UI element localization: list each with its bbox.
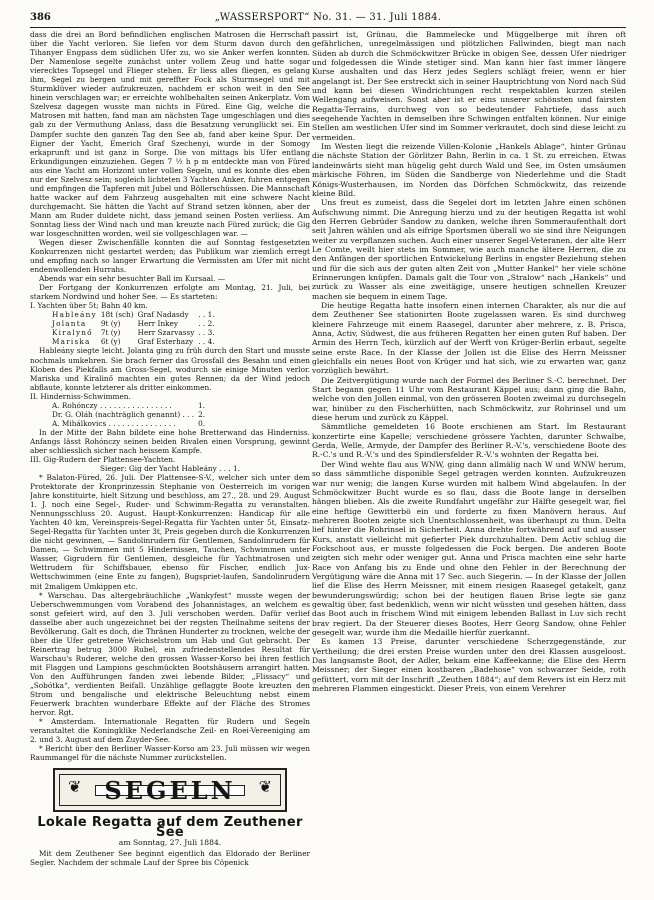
paragraph: Der Wind wehte flau aus WNW, ging dann allmälig nach W und WNW herum, so dass sämmtliche disponible Segel getragen werden konnten. Aufzukreuzen war nur wenig; die langen Kurse wurden mit halbem Wind abgelaufen. In der Schmöckwitzer Bucht wurde es so flau, dass die Boote lange in derselben hängen blieben. Als die zweite Rundfahrt ungefähr zur Hälfte gesegelt war, fiel eine heftige Gewitterbö ein und forderte zu fixen Manövern heraus. Auf mehreren Booten zeigte sich Unentschlossenheit, was überhaupt zu thun. Delta lief hinter die Rohrinsel in Sicherheit. Anna drehte fortwährend auf und ausser Kurs, anstatt vielleicht mit gefierter Piek durchzuhalten. Dem Activ schlug die Fockschoot aus, er musste folgedessen die Fock bergen. Die anderen Boote zeigten sich mehr oder weniger gut. Anna und Prisca machten eine sehr harte Race von Anfang bis zu Ende und ohne den Fehler in der Berechnung der Vergütigung wäre die Anna mit 17 Sec. auch Siegerin. — In der Klasse der Jollen lief die Elise des Herrn Meissner, mit einem riesigen Raasegel getakelt, ganz bewunderungswürdig; schon bei der heutigen flauen Brise legte sie ganz gewaltig über, fast bedenklich, wenn wir nicht wüssten und gesehen hätten, dass das Boot auch in frischem Wind mit einigem lebenden Ballast in Luv sich recht brav regiert. Da der Steuerer dieses Bootes, Herr Georg Sandow, ohne Fehler gesegelt war, wurde ihm die Medaille hierfür zuerkannt. [312, 459, 626, 637]
header-rule [30, 27, 626, 28]
table-row [52, 401, 209, 410]
paragraph: Es kamen 13 Preise, darunter verschiedene Scherzgegenstände, zur Vertheilung; die drei ersten Preise wurden unter den drei Klassen ausgeloost. Das langsamste Boot, der Adler, bekam eine Kaffeekanne; die Elise des Herrn Meissner; der Sieger einen kostbaren „Badehose“ von schwarzer Seide, roth gefüttert, vorn mit der Inschrift „Zeuthen 1884“; auf dem Revers ist ein Herz mit mehreren Flammen eingestickt. Dieser Preis, von einem Verehrer [312, 637, 626, 694]
section-heading: III. Gig-Rudern der Plattensee-Yachten. [30, 454, 176, 464]
news-item: * Balaton-Füred, 26. Juli. Der Plattensee-S-V., welcher sich unter dem Protektorate der Kronprinzessin Stephanie von Oesterreich im vorigen Jahre konstituirte, hielt Sitzung und beschloss, am 27., 28. und 29. August 1. J. noch eine Segel-, Ruder- und Schwimm-Regatta zu veranstalten. Nennungsschluss 20. August. Haupt-Konkurrenzen: Handicap für alle Yachten 40 km, Vereinspreis-Segel-Regatta für Yachten unter 5t, Einsatz-Segel-Regatta für Yachten unter 3t, Preis gegeben durch die Konkurrenzen die nicht gewinnen, — Sandolinrudern für Gentlemen, Sandolinrudern für Damen, — Schwimmen mit 5 Hindernissen, Tauchen, Schwimmen unter Wasser, Gigrudern für Gentlemen, desgleiche für Yachtmatrosen und Wettrudern für Schiffsbauer, ebenso für Fischer, endlich Jux-Wettschwimmen (eine Ente zu fangen), Bugspriet-laufen, Sandolinrudern mit 2maligem Umkippen etc. [30, 472, 310, 591]
table-row [52, 310, 219, 319]
paragraph: passirt ist, Grünau, die Bammelecke und Müggelberge mit ihren oft gefährlichen, unregelmässigen und plötzlichen Fallwinden, biegt man nach Süden ab durch die Schmöckwitzer Brücke in obigen See, dessen Ufer niedriger und folgedessen die Winde stetiger sind. Man kann hier fast immer längere Kurse aushalten und das Herz jedes Seglers schlägt freier, wenn er hier angelangt ist. Der See erstreckt sich in seiner Hauptrichtung von Nord nach Süd und kann bei diesen Windrichtungen recht respektablen kurzen steilen Wellengang aufweisen. Sonst aber ist er eins unserer schönsten und fairsten Regatta-Terrains, durchweg von so bedeutender Fahrtiefe, dass auch seegehende Yachten in demselben ihre Schwingen entfalten können. Nur einige Stellen am westlichen Ufer sind im Sommer verkrautet, doch sind diese leicht zu vermeiden. [312, 30, 626, 142]
paragraph: Uns freut es zumeist, dass die Segelei dort im letzten Jahre einen schönen Aufschwung nimmt. Die Anregung hierzu und zu der heutigen Regatta ist wohl den Herren Gebrüder Sandow zu danken, welche ihren Sommeraufenthalt dort seit Jahren wählen und als eifrige Sportsmen überall wo sie sind ihre Neigungen weiter zu verpflanzen suchen. Auch einer unserer Segel-Veteranen, der alte Herr Le Comte, weilt hier stets im Sommer, wie auch manche ältere Herren, die zu den Anfängen der sportlichen Entwickelung Berlins in engster Beziehung stehen und für die sich aus der guten alten Zeit von „Mutter Hankel“ her viele schöne Erinnerungen knüpfen. Damals galt die Tour von „Stralow“ nach „Hankels“ und zurück zu Wasser als eine zweitägige, unsere heutigen schnellen Kreuzer machen sie bequem in einem Tage. [312, 198, 626, 301]
paragraph: In der Mitte der Bahn bildete eine hohe Bretterwand das Hinderniss. Anfangs lässt Rohónczy seinen beiden Rivalen einen Vorsprung, gewinnt aber schliesslich sicher nach heissem Kampfe. [30, 427, 310, 455]
ornament-icon: ❦ [258, 777, 272, 797]
paragraph: Mit dem Zeuthener See beginnt eigentlich das Eldorado der Berliner Segler. Nachdem der schmale Lauf der Spree bis Cöpenick [30, 848, 310, 867]
section-heading: I. Yachten über 5t; Bahn 40 km. [30, 301, 148, 311]
table-cell: Herr Inkey [137, 319, 178, 329]
paragraph: Die heutige Regatta hatte insofern einen internen Charakter, als nur die auf dem Zeuthener See stationirten Boote zugelassen waren. Es sind durchweg kleinere Fahrzeuge mit einem Raasegel, darunter aber mehrere, z. B. Prisca, Anna, Activ, Südwest, die aus früheren Regatten her einen guten Ruf haben. Der Armin des Herrn Tech, kürzlich auf der Werft von Krüger-Berlin erbaut, segelte seine erste Race. In der Klasse der Jollen ist die Elise des Herrn Meissner gleichfalls ein neues Boot von Krüger und hat sich, wie zu erwarten war, ganz vorzüglich bewährt. [312, 300, 626, 376]
table-cell: Hableány [52, 310, 97, 320]
paragraph: dass die drei an Bord befindlichen englischen Matrosen die Herrschaft über die Yacht verloren. Sie liefen vor dem Sturm davon durch den Tihanyer Engpass dem südlichen Ufer zu, wo sie Anker werfen konnten. Der Namenlose segelte zunächst unter vollem Zeug und hatte sogar vierecktes Topsegel und Flieger stehen. Er liess alles fliegen, es gelang ihm, Segel zu bergen und mit gereffter Fock als Sturmsegel und mit Sturmklüver wieder aufzukreuzen, nachdem er schon weit in den See hinein verschlagen war; er erreichte wohlbehalten seinen Ankerplatz. Vom Szelvesz dagegen wusste man nichts in Füred. Eine Gig, welche die Matrosen mit hatten, fand man am nächsten Tage umgeschlagen und dies gab zu der Vermuthung Anlass, dass die Besatzung verunglückt sei. Ein Dampfer suchte den ganzen Tag den See ab, fand aber keine Spur. Der Eigner der Yacht, Emerich Graf Szechenyi, wurde in der Somogy erkaprunft und ist ganz in Sorge. Die von mittags bis Ufer entlang Erkundigungen einzuziehen. Gegen 7 ½ h p m entdeckte man von Füred aus eine Yacht am Horizont unter vollen Segeln, und es konnte dies eben nur der Szelvesz sein; sogleich lichteten 3 Yachten Anker, fuhren entgegen und empfingen die Tapferen mit Jubel und Böllerschüssen. Die Mannschaft hatte wacker auf dem Fahrzeug ausgehalten mit eine schwere Nacht durchgemacht. Sie hätten die Yacht auf Strand setzen können, aber der Mann am Ruder duldete nicht, dass jemand seinen Posten verliess. Am Sonntag liess der Wind nach und man kreuzte nach Füred zurück; die Gig war losgeschnitten worden, weil sie vollgeschlagen war. — [30, 30, 310, 239]
table-cell: 18t (sch) [100, 310, 134, 320]
table-cell: Dr. G. Oláh (nachträglich genannt) . . . [52, 409, 195, 419]
masthead-line: „WASSERSPORT“ No. 31. — 31. Juli 1884. [214, 12, 442, 23]
news-item: * Amsterdam. Internationale Regatten für Rudern und Segeln veranstaltet die Koningklike Nederlandsche Zeil- en Roei-Vereeniging am 2. und 3. August auf dem Zuyder-See. [30, 717, 310, 745]
paragraph: Wegen dieser Zwischenfälle konnten die auf Sonntag festgesetzten Konkurrenzen nicht gestartet werden; das Publikum war ziemlich erregt und empfing nach so langer Erwartung die Vermissten am Ufer mit nicht endenwollenden Hurrahs. [30, 238, 310, 275]
paragraph: Hableány siegte leicht. Jolanta ging zu früh durch den Start und musste nochmals umkehren. Sie brach ferner das Grossfall des Besahn und einen Kloben des Piekfalls am Gross-Segel, wodurch sie einige Minuten verlor. Mariska und Kiralinő machten ein gutes Rennen; da der Wind jedoch abflaute, konnte letzterer als dritter einkommen. [30, 346, 310, 392]
table-cell: Graf Esterhazy [137, 337, 194, 347]
section-banner [53, 768, 287, 812]
right-column [312, 30, 626, 892]
result-line: Sieger: Gig der Yacht Hableány . . . 1. [100, 463, 240, 473]
table-cell: Herr Szarvassy [137, 328, 195, 338]
results-table-yachts [52, 310, 219, 346]
article-date: am Sonntag, 27. Juli 1884. [118, 837, 222, 847]
news-item: * Bericht über den Berliner Wasser-Korso am 23. Juli müssen wir wegen Raummangel für die nächste Nummer zurückstellen. [30, 744, 310, 763]
table-cell: 9t (y) [100, 319, 121, 329]
page-number: 386 [30, 12, 51, 23]
paragraph: Abends war ein sehr besuchter Ball im Kursaal. — [39, 274, 226, 284]
table-row [52, 337, 219, 346]
paragraph: Der Fortgang der Konkurrenzen erfolgte am Montag, 21. Juli, bei starkem Nordwind und hoher See. — Es starteten: [30, 283, 310, 302]
table-cell: 0. [198, 418, 206, 428]
table-cell: Jolanta [52, 319, 87, 329]
table-row [52, 419, 209, 428]
table-row [52, 319, 219, 328]
table-cell: . . 3. [198, 328, 215, 338]
results-table-swimming [52, 401, 209, 428]
article-title: Lokale Regatta auf dem Zeuthener See [37, 815, 303, 840]
table-cell: Kiralynő [52, 328, 93, 338]
table-cell: 6t (y) [100, 337, 121, 347]
table-cell: A. Mihálkovics . . . . . . . . . . . . . . . [52, 418, 176, 428]
page-header [30, 12, 626, 26]
banner-word: SEGELN [95, 785, 244, 796]
left-column [30, 30, 310, 892]
table-cell: 1. [198, 400, 206, 410]
news-item: * Warschau. Das altergebräuchliche „Wankyfest“ musste wegen der Ueberschwemmungen vom Vorabend des Johannistages, an welchem es sonst gefeiert wird, auf den 3. Juli verschoben werden. Dafür verlief dasselbe aber auch ungezeichnet bei der regsten Theilnahme seitens der Bevölkerung. Galt es doch, die Thränen Hunderter zu trocknen, welche der über die Ufer getretene Weichselstrom um Hab und Gut gebracht. Der Reinertrag betrug 3000 Rubel, ein zufriedenstellendes Resultat für Warschau's Ruderer, welche den grossen Wasser-Korso bei ihren festlich mit Flaggen und Lampions geschmückten Bootshäusern arrangirt hatten. Von den Aufführungen fanden zwei lebende Bilder, „Flissacy“ und „Sobótka“, verdienten Beifall. Unzählige geflaggte Boote kreuzten den Strom und bengalische und elektrische Beleuchtung nebst einem Feuerwerk brachten wunderbare Effekte auf der Fläche des Stromes hervor. Rgt. [30, 590, 310, 718]
table-cell: 2. [198, 409, 206, 419]
table-cell: . . 1. [198, 310, 215, 320]
ornament-icon: ❦ [68, 777, 82, 797]
paragraph: Im Westen liegt die reizende Villen-Kolonie „Hankels Ablage“, hinter Grünau die nächste Station der Görlitzer Bahn, Berlin in ca. 1 St. zu erreichen. Etwas landeinwärts sieht man hügelig geht durch Wald und See, im Osten umsäumen märkische Föhren, im Süden die Sandberge von Niederlehme und die Stadt Königs-Wusterhausen, im Norden das Dörfchen Schmöckwitz, das reizende kleine Bild. [312, 142, 626, 198]
table-cell: . . 4. [198, 337, 215, 347]
table-cell: A. Rohónczy . . . . . . . . . . . . . . . . [52, 400, 172, 410]
paragraph: Die Zeitvergütigung wurde nach der Formel des Berliner S.-C. berechnet. Der Start begann gegen 11 Uhr vom Restaurant Käppel aus; dann ging die Bahn, welche von den Jollen einmal, von den grösseren Booten zweimal zu durchsegeln war, hinüber zu den Fischerhütten, nach Schmöckwitz, zur Rohrinsel und um diese herum und zurück zu Käppel. [312, 375, 626, 423]
table-cell: Mariska [52, 337, 91, 347]
table-cell: Graf Nadasdy [137, 310, 189, 320]
section-heading: II. Hinderniss-Schwimmen. [30, 391, 131, 401]
table-row [52, 410, 209, 419]
table-row [52, 328, 219, 337]
table-cell: . . 2. [198, 319, 215, 329]
table-cell: 7t (y) [100, 328, 121, 338]
banner-frame [59, 774, 281, 806]
paragraph: Sämmtliche gemeldeten 16 Boote erschienen am Start. Im Restaurant konzertirte eine Kapelle; verschiedene grössere Yachten, darunter Schwalbe, Gerda, Welle, Armyde, der Dampfer des Berliner R.-V.'s, verschiedene Boote des R.-C.'s und R.-V.'s und des Spindlersfelder R.-V.'s wohnten der Regatta bei. [312, 422, 626, 460]
